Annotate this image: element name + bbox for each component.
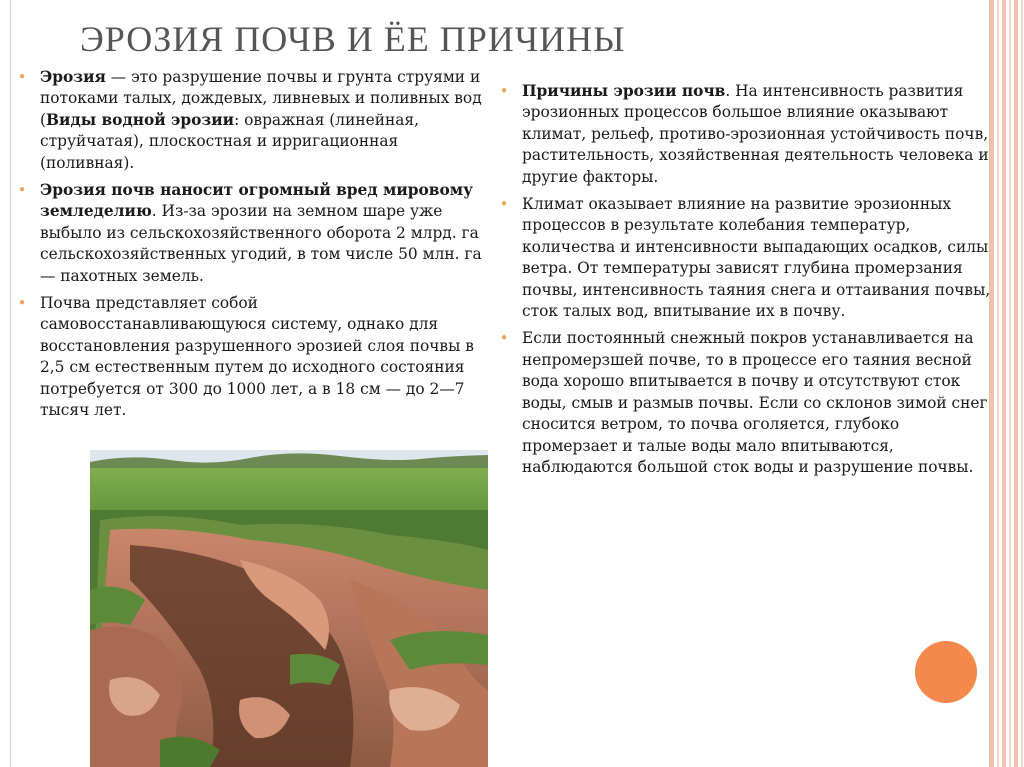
list-item (494, 81, 996, 188)
climate-text: Климат оказывает влияние на развитие эрозионных процессов в результате колебания температур, количества и интенсивности выпадающих осадков, силы ветра. От температуры зависят глубина промерзания почвы, интенсивность таяния снега и оттаивания почвы, сток талых вод, впитывание их в почву. (522, 195, 991, 321)
harm-text: . Из-за эрозии на земном шаре уже выбыло из сельскохозяйственного оборота 2 млрд. га сельскохозяйственных угодий, в том числе 50 млн. га — пахотных земель. (40, 202, 482, 285)
list-item (12, 180, 482, 287)
list-item (12, 67, 482, 174)
ring-bullet-icon: • (17, 294, 27, 313)
slide-title: ЭРОЗИЯ ПОЧВ И ЁЕ ПРИЧИНЫ (80, 19, 626, 59)
ring-bullet-icon: • (17, 68, 27, 86)
restoration-text: Почва представляет собой самовосстанавливающуюся систему, однако для восстановления разрушенного эрозией слоя почвы в 2,5 см естественным путем до исходного состояния потребуется от 300 до 1000 лет, а в 18 см — до 2—7 тысяч лет. (40, 294, 474, 420)
causes-heading: Причины эрозии почв (522, 82, 726, 100)
water-erosion-types-text: : овражная (линейная, струйчатая), плоскостная и ирригационная (поливная). (40, 110, 419, 172)
definition-text: — это разрушение почвы и грунта струями и потоками талых, дождевых, ливневых и поливных вод ( (40, 68, 482, 129)
list-item (12, 293, 482, 421)
harm-statement: Эрозия почв наносит огромный вред мировому земледелию (40, 181, 473, 221)
decorative-orange-circle (915, 641, 977, 703)
right-column (494, 81, 996, 484)
ring-bullet-icon: • (499, 82, 509, 100)
ring-bullet-icon: • (499, 195, 509, 214)
snow-cover-text: Если постоянный снежный покров устанавливается на непромерзшей почве, то в процессе его таяния весной вода хорошо впитывается в почву и отсутствуют сток воды, смыв и размыв почвы. Если со склонов зимой снег сносится ветром, то почва оголяется, глубоко промерзает и талые воды мало впитываются, наблюдаются большой сток воды и разрушение почвы. (522, 329, 988, 476)
water-erosion-types-label: Виды водной эрозии (46, 110, 235, 129)
erosion-gully-photo (90, 450, 488, 767)
ring-bullet-icon: • (17, 181, 27, 200)
ring-bullet-icon: • (499, 329, 509, 348)
left-column (12, 67, 482, 428)
list-item (494, 328, 996, 478)
left-frame-line (0, 0, 11, 767)
list-item (494, 194, 996, 322)
causes-text: . На интенсивность развития эрозионных процессов большое влияние оказывают климат, рельеф, противо-эрозионная устойчивость почв, растительность, хозяйственная деятельность человека и другие факторы. (522, 82, 989, 186)
term-erosion: Эрозия (40, 68, 106, 86)
